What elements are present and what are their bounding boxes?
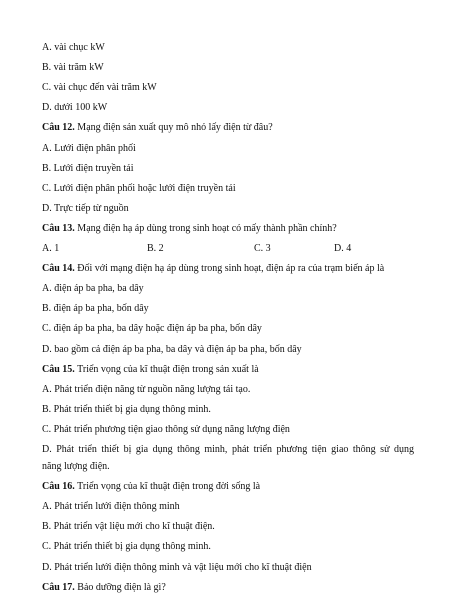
q15-option-c: C. Phát triển phương tiện giao thông sử dụng năng lượng điện: [42, 423, 290, 435]
q13-options-row: [42, 243, 414, 255]
q12-option-d: D. Trực tiếp từ nguồn: [42, 202, 129, 214]
q16-text: Triển vọng của kĩ thuật điện trong đời sống là: [74, 481, 261, 493]
q11-option-d: D. dưới 100 kW: [42, 102, 108, 114]
q15-option-d-line1: D. Phát triển thiết bị gia dụng thông minh, phát triển phương tiện giao thông sử dụng: [42, 444, 414, 455]
q15-stem: [42, 364, 414, 376]
q12-option-a: A. Lưới điện phân phối: [42, 142, 136, 154]
q11-option-c: C. vài chục đến vài trăm kW: [42, 82, 157, 94]
q13-number: Câu 13.: [42, 222, 75, 234]
q17-number: Câu 17.: [42, 581, 75, 593]
q15-number: Câu 15.: [42, 363, 75, 375]
q12-stem: [42, 122, 414, 134]
q16-option-c: C. Phát triển thiết bị gia dụng thông minh.: [42, 541, 211, 553]
q12-number: Câu 12.: [42, 122, 75, 134]
q13-option-c: C. 3: [254, 243, 271, 254]
q14-number: Câu 14.: [42, 263, 75, 275]
q12-option-b: B. Lưới điện truyền tải: [42, 162, 134, 174]
q14-stem: [42, 263, 414, 275]
q17-stem: [42, 582, 414, 594]
q14-option-a: A. điện áp ba pha, ba dây: [42, 283, 144, 295]
q12-option-c: C. Lưới điện phân phối hoặc lưới điện truyền tải: [42, 182, 236, 194]
q11-option-a: A. vài chục kW: [42, 42, 105, 53]
q14-option-c: C. điện áp ba pha, ba dây hoặc điện áp ba pha, bốn dây: [42, 323, 262, 335]
q13-option-b: B. 2: [147, 243, 164, 254]
q16-number: Câu 16.: [42, 481, 75, 493]
q15-text: Triển vọng của kĩ thuật điện trong sản xuất là: [74, 363, 259, 375]
q14-option-d: D. bao gồm cả điện áp ba pha, ba dây và điện áp ba pha, bốn dây: [42, 343, 302, 355]
q15-option-a: A. Phát triển điện năng từ nguồn năng lượng tái tạo.: [42, 383, 251, 395]
q13-option-d: D. 4: [334, 243, 352, 254]
q11-option-b: B. vài trăm kW: [42, 62, 104, 74]
q13-stem: [42, 223, 414, 235]
q14-text: Đối với mạng điện hạ áp dùng trong sinh hoạt, điện áp ra của trạm biến áp là: [74, 263, 385, 275]
q16-stem: [42, 481, 414, 493]
q16-option-b: B. Phát triển vật liệu mới cho kĩ thuật điện.: [42, 521, 215, 533]
q16-option-a: A. Phát triển lưới điện thông minh: [42, 501, 180, 513]
q14-option-b: B. điện áp ba pha, bốn dây: [42, 303, 149, 315]
q12-text: Mạng điện sản xuất quy mô nhỏ lấy điện từ đâu?: [74, 122, 273, 134]
q13-option-a: A. 1: [42, 243, 60, 254]
q15-option-b: B. Phát triển thiết bị gia dụng thông minh.: [42, 403, 211, 415]
q16-option-d: D. Phát triển lưới điện thông minh và vật liệu mới cho kĩ thuật điện: [42, 561, 312, 573]
q13-text: Mạng điện hạ áp dùng trong sinh hoạt có mấy thành phần chính?: [74, 222, 337, 234]
q17-text: Bảo dưỡng điện là gì?: [74, 581, 166, 593]
q15-option-d-line2: năng lượng điện.: [42, 461, 110, 472]
